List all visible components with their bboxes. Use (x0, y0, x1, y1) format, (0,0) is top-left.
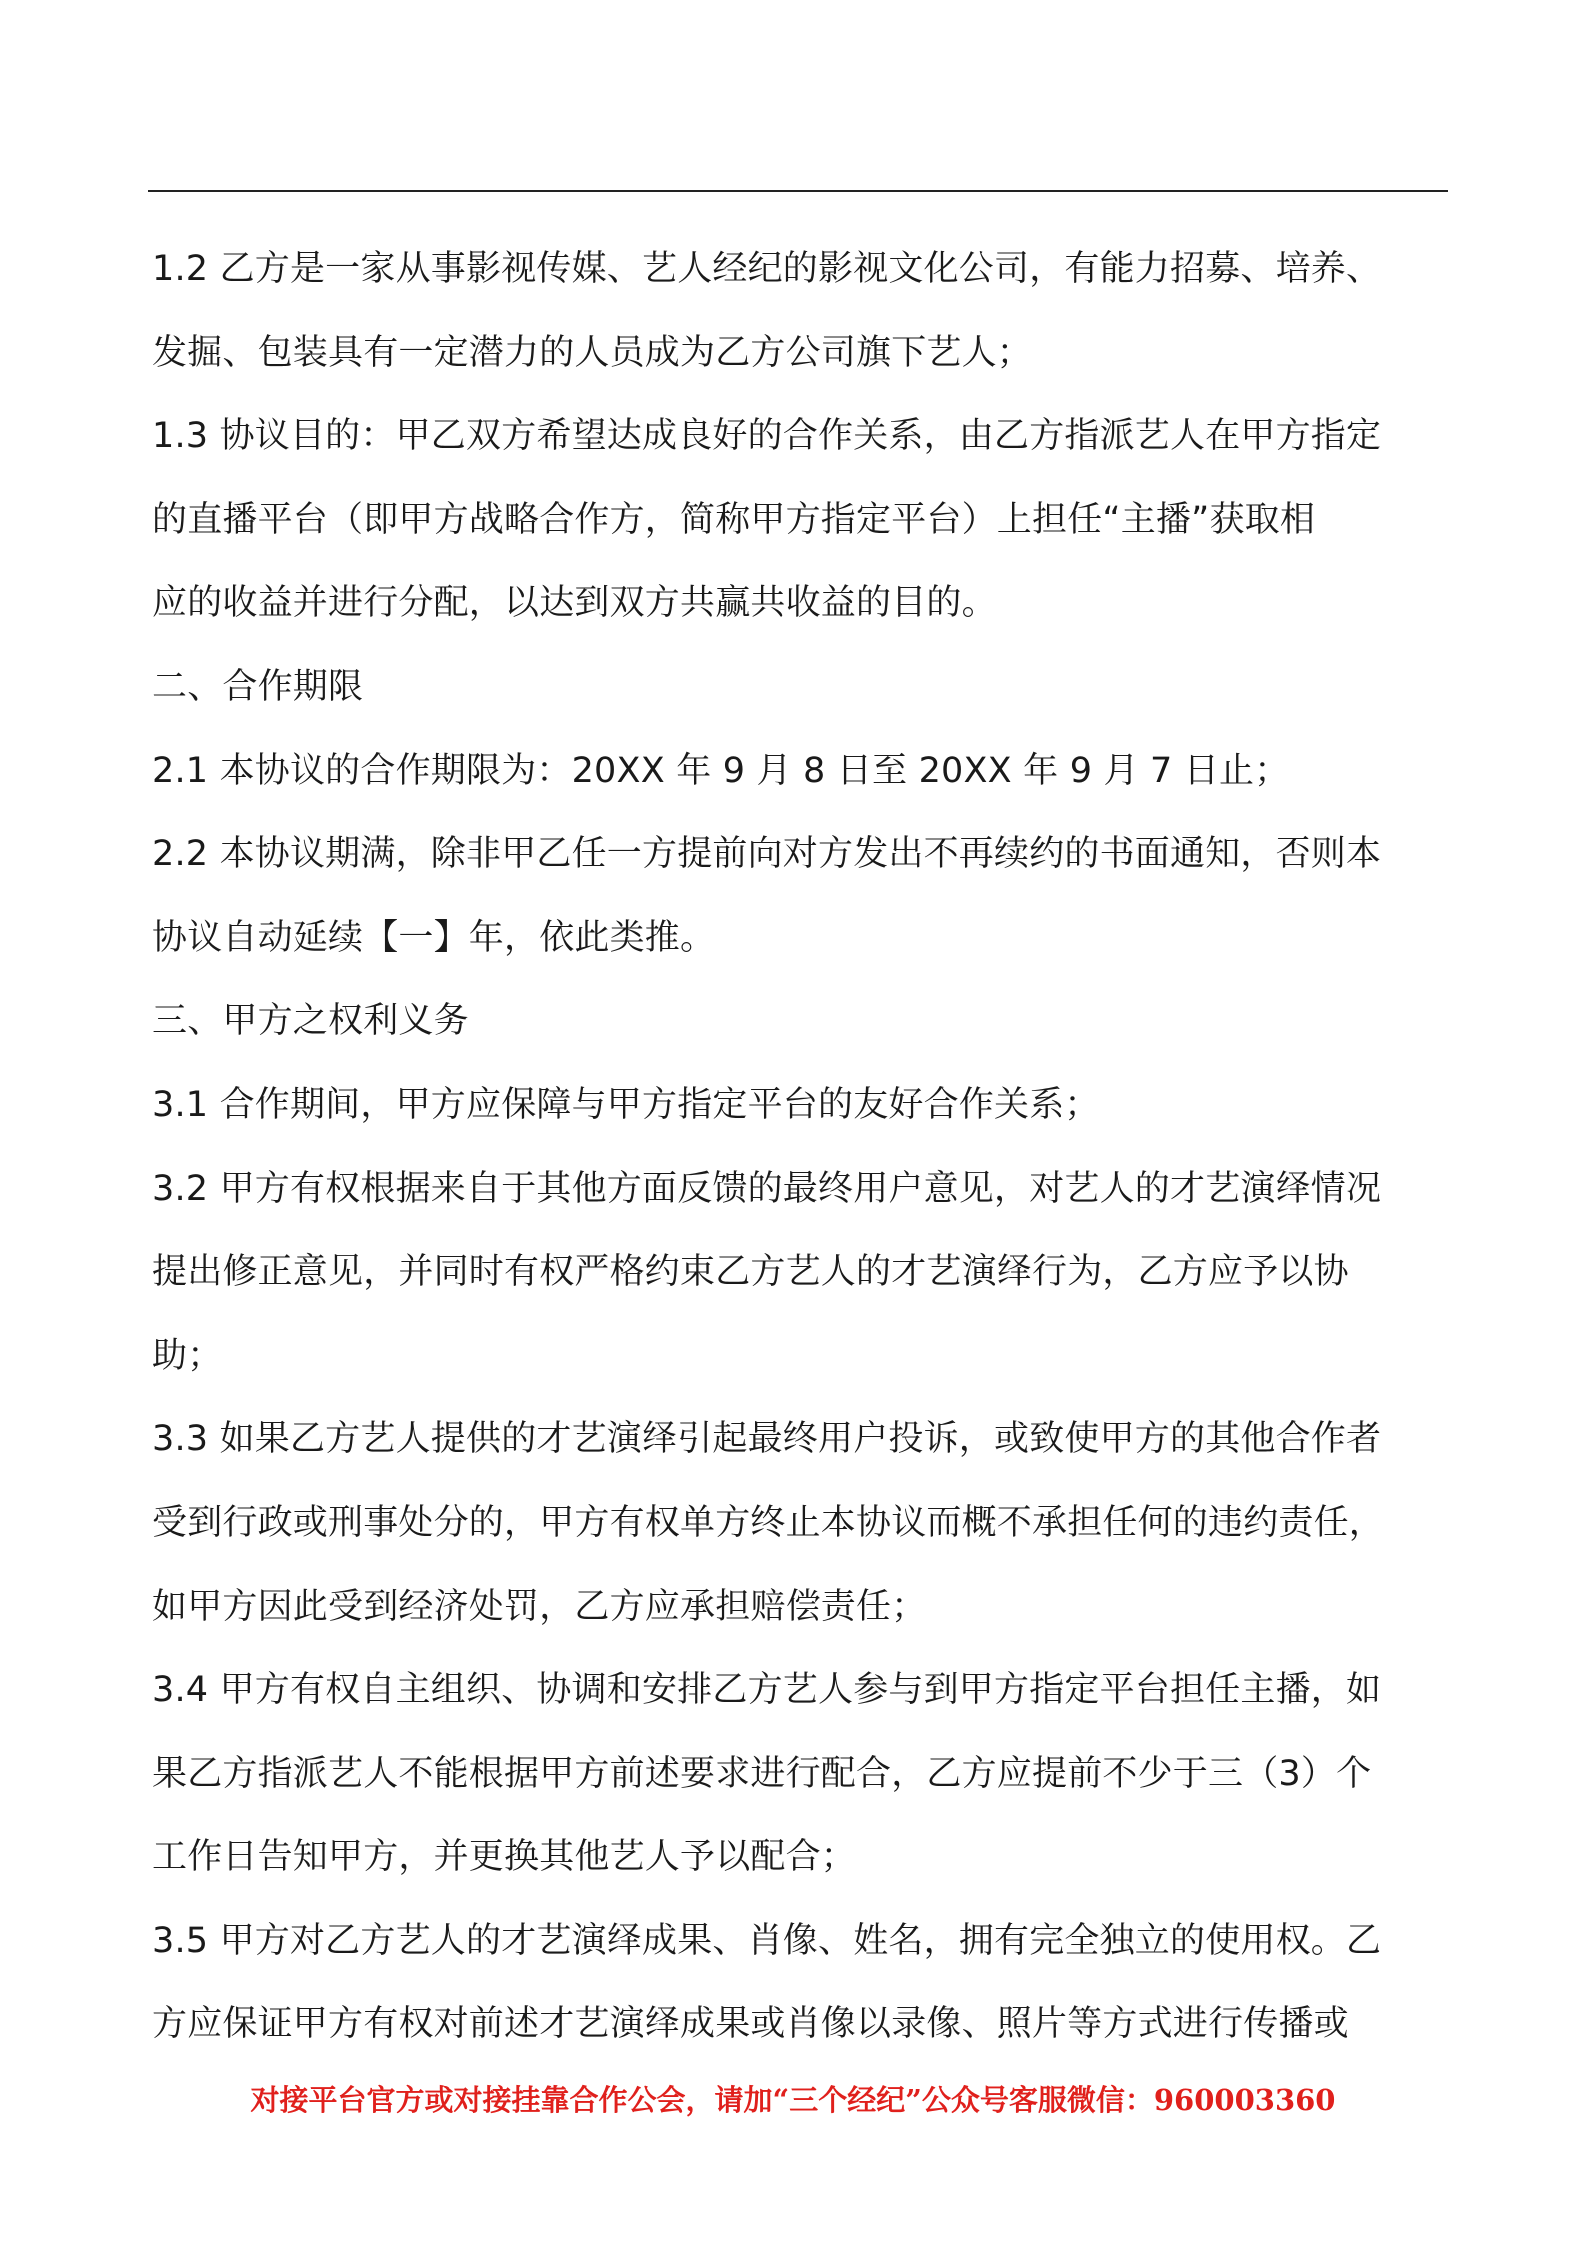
text-line: 应的收益并进行分配，以达到双方共赢共收益的目的。 (152, 583, 997, 624)
text-line: 提出修正意见，并同时有权严格约束乙方艺人的才艺演绎行为，乙方应予以协 (152, 1252, 1349, 1293)
text-line: 2.1 本协议的合作期限为：20XX 年 9 月 8 日至 20XX 年 9 月 7 日止； (152, 750, 1290, 791)
footer-contact-note: 对接平台官方或对接挂靠合作公会，请加“三个经纪”公众号客服微信：960003360 (250, 2083, 1336, 2117)
header-rule (148, 190, 1448, 192)
text-line: 1.3 协议目的：甲乙双方希望达成良好的合作关系，由乙方指派艺人在甲方指定 (152, 416, 1382, 457)
text-line: 果乙方指派艺人不能根据甲方前述要求进行配合，乙方应提前不少于三（3）个 (152, 1753, 1372, 1794)
text-line: 如甲方因此受到经济处罚，乙方应承担赔偿责任； (152, 1586, 927, 1627)
text-line: 3.5 甲方对乙方艺人的才艺演绎成果、肖像、姓名，拥有完全独立的使用权。乙 (152, 1920, 1382, 1961)
text-line: 助； (152, 1335, 223, 1376)
text-line: 受到行政或刑事处分的，甲方有权单方终止本协议而概不承担任何的违约责任， (152, 1502, 1385, 1543)
text-line: 工作日告知甲方，并更换其他艺人予以配合； (152, 1837, 857, 1878)
text-line: 1.2 乙方是一家从事影视传媒、艺人经纪的影视文化公司，有能力招募、培养、 (152, 249, 1382, 289)
text-line: 3.1 合作期间，甲方应保障与甲方指定平台的友好合作关系； (152, 1084, 1100, 1125)
document-body (152, 228, 1448, 2067)
section-heading: 二、合作期限 (152, 666, 364, 707)
section-heading: 三、甲方之权利义务 (152, 1001, 469, 1042)
text-line: 3.4 甲方有权自主组织、协调和安排乙方艺人参与到甲方指定平台担任主播，如 (152, 1670, 1382, 1711)
text-line: 3.3 如果乙方艺人提供的才艺演绎引起最终用户投诉，或致使甲方的其他合作者 (152, 1419, 1382, 1460)
text-line: 方应保证甲方有权对前述才艺演绎成果或肖像以录像、照片等方式进行传播或 (152, 2004, 1349, 2045)
text-line: 发掘、包装具有一定潜力的人员成为乙方公司旗下艺人； (152, 332, 1033, 373)
text-line: 3.2 甲方有权根据来自于其他方面反馈的最终用户意见，对艺人的才艺演绎情况 (152, 1168, 1382, 1209)
text-line: 协议自动延续【一】年，依此类推。 (152, 917, 716, 958)
text-line: 的直播平台（即甲方战略合作方，简称甲方指定平台）上担任“主播”获取相 (152, 499, 1316, 540)
text-line: 2.2 本协议期满，除非甲乙任一方提前向对方发出不再续约的书面通知，否则本 (152, 834, 1382, 875)
